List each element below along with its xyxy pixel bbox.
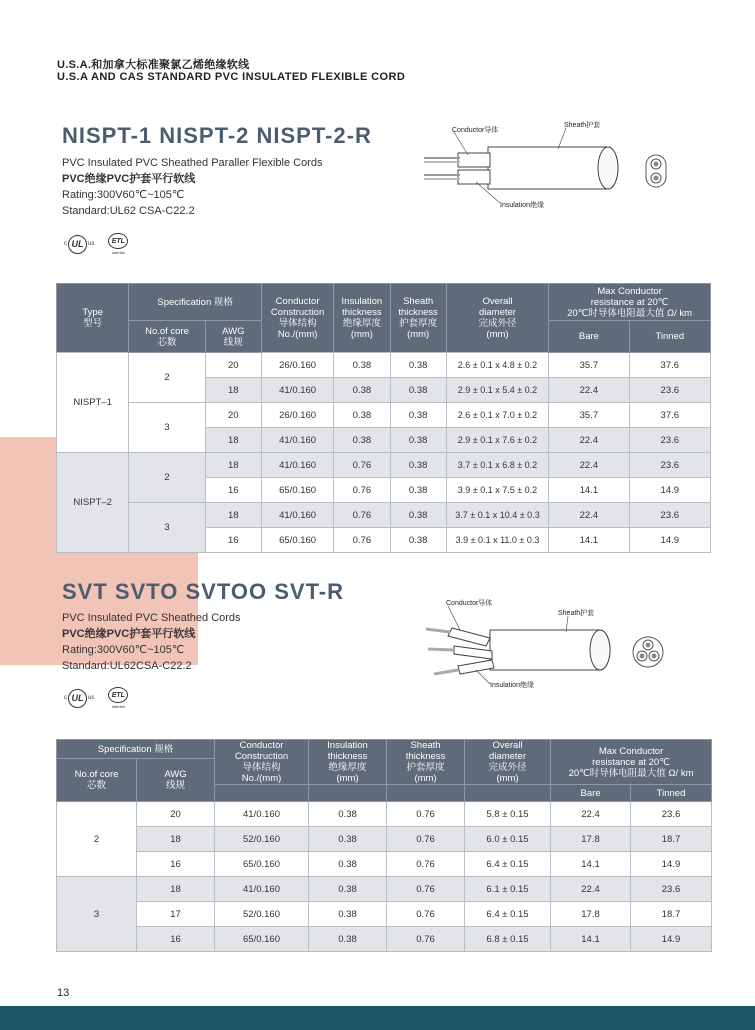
- conductor-label: Conductor导体: [446, 600, 493, 607]
- header-conductor: Conductor Construction 导体结构 No./(mm): [261, 284, 333, 353]
- section1-certifications: [64, 233, 128, 255]
- header-specification: Specification 规格: [129, 284, 262, 321]
- cores-cell: 3: [129, 403, 205, 453]
- section1-subtitle-zh: PVC绝缘PVC护套平行软线: [62, 173, 196, 185]
- ul-logo-icon: UL: [68, 689, 87, 708]
- conductor-label: Conductor导体: [452, 127, 499, 134]
- header-conductor-cont: [215, 785, 309, 802]
- cores-cell: 3: [129, 503, 205, 553]
- section1-rating: Rating:300V60℃~105℃: [62, 189, 185, 201]
- ul-logo-icon: UL: [68, 235, 87, 254]
- header-bare: Bare: [551, 785, 631, 802]
- table-row: 18 41/0.160 0.38 0.38 2.9 ± 0.1 x 5.4 ± 0.2 22.4 23.6: [57, 378, 711, 403]
- sheath-label: Sheath护套: [558, 610, 595, 617]
- header-resistance: Max Conductor resistance at 20℃ 20℃时导体电阻最大值 Ω/ km: [549, 284, 711, 321]
- table-row: 3 18 41/0.160 0.76 0.38 3.7 ± 0.1 x 10.4 ± 0.3 22.4 23.6: [57, 503, 711, 528]
- section2-info: [62, 610, 241, 674]
- page-number: 13: [57, 987, 70, 999]
- footer-bar: [0, 1006, 755, 1030]
- etl-logo-icon: ETL: [108, 233, 128, 249]
- header-resistance: Max Conductor resistance at 20℃ 20℃时导体电阻最大值 Ω/ km: [551, 740, 712, 785]
- etl-mark: ETL Intertek: [108, 687, 128, 709]
- table-row: 18 41/0.160 0.38 0.38 2.9 ± 0.1 x 7.6 ± 0.2 22.4 23.6: [57, 428, 711, 453]
- table-row: 17 52/0.160 0.38 0.76 6.4 ± 0.15 17.8 18.7: [57, 902, 712, 927]
- section1-subtitle-en: PVC Insulated PVC Sheathed Paraller Flexible Cords: [62, 157, 323, 169]
- table-row: 3 18 41/0.160 0.38 0.76 6.1 ± 0.15 22.4 23.6: [57, 877, 712, 902]
- section2-standard: Standard:UL62CSA-C22.2: [62, 660, 192, 672]
- cores-cell: 2: [57, 802, 137, 877]
- header-cores: No.of core 芯数: [129, 321, 205, 353]
- header-conductor: Conductor Construction 导体结构 No./(mm): [215, 740, 309, 785]
- header-tinned: Tinned: [631, 785, 712, 802]
- header-title-en: U.S.A AND CAS STANDARD PVC INSULATED FLEXIBLE CORD: [57, 71, 406, 83]
- table-row: NISPT–2 2 18 41/0.160 0.76 0.38 3.7 ± 0.1 x 6.8 ± 0.2 22.4 23.6: [57, 453, 711, 478]
- cores-cell: 2: [129, 453, 205, 503]
- header-sheath: Sheath thickness 护套厚度 (mm): [387, 740, 465, 785]
- section1-spec-table: [56, 283, 711, 553]
- table-row: 16 65/0.160 0.38 0.76 6.8 ± 0.15 14.1 14.9: [57, 927, 712, 952]
- ul-mark: c UL us: [64, 689, 94, 708]
- section1-standard: Standard:UL62 CSA-C22.2: [62, 205, 195, 217]
- table-row: 16 65/0.160 0.76 0.38 3.9 ± 0.1 x 11.0 ± 0.3 14.1 14.9: [57, 528, 711, 553]
- header-insulation-cont: [309, 785, 387, 802]
- header-sheath-cont: [387, 785, 465, 802]
- header-cores: No.of core 芯数: [57, 759, 137, 802]
- header-sheath: Sheath thickness 护套厚度 (mm): [390, 284, 446, 353]
- header-overall-diameter: Overall diameter 完成外径 (mm): [465, 740, 551, 785]
- header-insulation: Insulation thickness 绝缘厚度 (mm): [334, 284, 390, 353]
- table-row: 16 65/0.160 0.76 0.38 3.9 ± 0.1 x 7.5 ± 0.2 14.1 14.9: [57, 478, 711, 503]
- insulation-label: Insulation绝缘: [490, 682, 534, 689]
- insulation-label: Insulation绝缘: [500, 202, 544, 209]
- etl-mark: ETL Intertek: [108, 233, 128, 255]
- section2-rating: Rating:300V60℃~105℃: [62, 644, 185, 656]
- type-cell: NISPT–1: [57, 353, 129, 453]
- section2-cable-diagram: [418, 594, 688, 694]
- section1-title: NISPT-1 NISPT-2 NISPT-2-R: [62, 123, 372, 148]
- section2-title: SVT SVTO SVTOO SVT-R: [62, 579, 345, 604]
- table-row: 3 20 26/0.160 0.38 0.38 2.6 ± 0.1 x 7.0 ± 0.2 35.7 37.6: [57, 403, 711, 428]
- table-row: 18 52/0.160 0.38 0.76 6.0 ± 0.15 17.8 18.7: [57, 827, 712, 852]
- header-title-zh: U.S.A.和加拿大标准聚氯乙烯绝缘软线: [57, 59, 250, 71]
- header-awg: AWG 线规: [137, 759, 215, 802]
- section1-cable-diagram: [418, 115, 683, 215]
- header-bare: Bare: [549, 321, 629, 353]
- header-specification: Specification 规格: [57, 740, 215, 759]
- section1-info: [62, 155, 322, 219]
- header-diameter-cont: [465, 785, 551, 802]
- header-insulation: Insulation thickness 绝缘厚度 (mm): [309, 740, 387, 785]
- header-overall-diameter: Overall diameter 完成外径 (mm): [446, 284, 548, 353]
- table-row: NISPT–1 2 20 26/0.160 0.38 0.38 2.6 ± 0.1 x 4.8 ± 0.2 35.7 37.6: [57, 353, 711, 378]
- type-cell: NISPT–2: [57, 453, 129, 553]
- section2-subtitle-en: PVC Insulated PVC Sheathed Cords: [62, 612, 241, 624]
- header-awg: AWG 线规: [205, 321, 261, 353]
- section2-certifications: [64, 687, 128, 709]
- section2-subtitle-zh: PVC绝缘PVC护套平行软线: [62, 628, 196, 640]
- cores-cell: 2: [129, 353, 205, 403]
- cores-cell: 3: [57, 877, 137, 952]
- sheath-label: Sheath护套: [564, 122, 601, 129]
- table-row: 2 20 41/0.160 0.38 0.76 5.8 ± 0.15 22.4 23.6: [57, 802, 712, 827]
- table-row: 16 65/0.160 0.38 0.76 6.4 ± 0.15 14.1 14.9: [57, 852, 712, 877]
- ul-mark: c UL us: [64, 235, 94, 254]
- header-type: Type 型号: [57, 284, 129, 353]
- etl-logo-icon: ETL: [108, 687, 128, 703]
- section2-spec-table: [56, 739, 712, 952]
- header-tinned: Tinned: [629, 321, 710, 353]
